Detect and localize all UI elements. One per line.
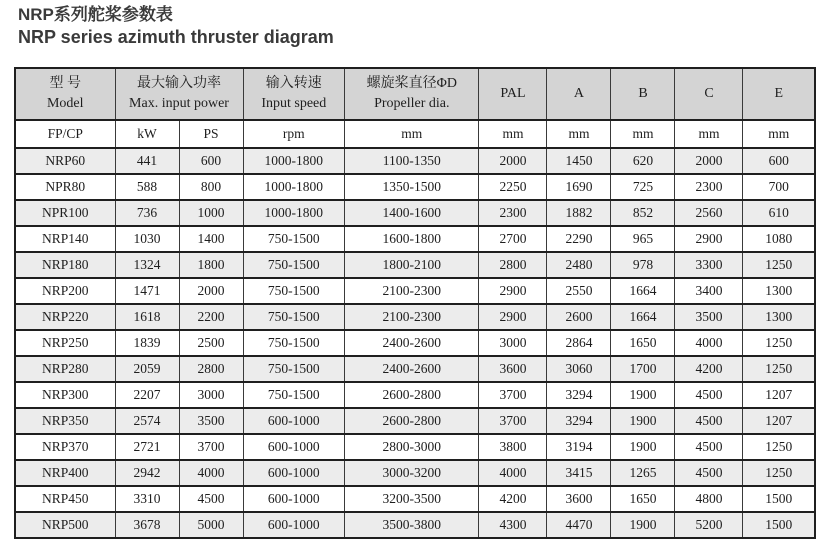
column-header-speed-en: Input speed bbox=[261, 96, 327, 111]
cell-a: 3294 bbox=[547, 408, 611, 434]
cell-b: 1900 bbox=[611, 512, 675, 538]
cell-pal: 4000 bbox=[479, 460, 547, 486]
cell-b: 725 bbox=[611, 174, 675, 200]
cell-c: 4500 bbox=[675, 460, 743, 486]
cell-propeller-dia: 2400-2600 bbox=[345, 356, 479, 382]
table-row bbox=[15, 148, 815, 174]
unit-cell-b: mm bbox=[611, 120, 675, 148]
cell-e: 600 bbox=[743, 148, 815, 174]
cell-model: NRP280 bbox=[15, 356, 115, 382]
cell-e: 1207 bbox=[743, 382, 815, 408]
cell-rpm: 600-1000 bbox=[243, 486, 345, 512]
cell-pal: 4300 bbox=[479, 512, 547, 538]
cell-model: NRP400 bbox=[15, 460, 115, 486]
cell-kw: 588 bbox=[115, 174, 179, 200]
cell-a: 2480 bbox=[547, 252, 611, 278]
cell-e: 1207 bbox=[743, 408, 815, 434]
cell-propeller-dia: 3200-3500 bbox=[345, 486, 479, 512]
cell-ps: 2500 bbox=[179, 330, 243, 356]
cell-b: 1700 bbox=[611, 356, 675, 382]
unit-cell-e: mm bbox=[743, 120, 815, 148]
cell-c: 4500 bbox=[675, 434, 743, 460]
cell-a: 1450 bbox=[547, 148, 611, 174]
column-header-prop-zh: 螺旋桨直径ΦD bbox=[366, 76, 457, 91]
cell-kw: 1324 bbox=[115, 252, 179, 278]
cell-rpm: 750-1500 bbox=[243, 252, 345, 278]
cell-c: 3300 bbox=[675, 252, 743, 278]
cell-c: 3500 bbox=[675, 304, 743, 330]
cell-rpm: 750-1500 bbox=[243, 356, 345, 382]
cell-kw: 1618 bbox=[115, 304, 179, 330]
cell-ps: 2200 bbox=[179, 304, 243, 330]
cell-propeller-dia: 2100-2300 bbox=[345, 304, 479, 330]
cell-c: 2560 bbox=[675, 200, 743, 226]
table-row bbox=[15, 278, 815, 304]
cell-rpm: 600-1000 bbox=[243, 512, 345, 538]
cell-kw: 2059 bbox=[115, 356, 179, 382]
cell-c: 5200 bbox=[675, 512, 743, 538]
cell-a: 3194 bbox=[547, 434, 611, 460]
table-row bbox=[15, 304, 815, 330]
cell-ps: 4500 bbox=[179, 486, 243, 512]
column-header-model bbox=[15, 68, 115, 120]
cell-e: 1500 bbox=[743, 512, 815, 538]
cell-ps: 3700 bbox=[179, 434, 243, 460]
cell-rpm: 1000-1800 bbox=[243, 174, 345, 200]
cell-a: 2290 bbox=[547, 226, 611, 252]
cell-propeller-dia: 2100-2300 bbox=[345, 278, 479, 304]
cell-a: 1690 bbox=[547, 174, 611, 200]
table-row bbox=[15, 174, 815, 200]
cell-model: NPR100 bbox=[15, 200, 115, 226]
cell-ps: 2000 bbox=[179, 278, 243, 304]
cell-propeller-dia: 2400-2600 bbox=[345, 330, 479, 356]
table-row bbox=[15, 512, 815, 538]
cell-ps: 2800 bbox=[179, 356, 243, 382]
cell-c: 2300 bbox=[675, 174, 743, 200]
cell-pal: 3700 bbox=[479, 408, 547, 434]
cell-c: 4800 bbox=[675, 486, 743, 512]
table-header bbox=[15, 68, 815, 148]
cell-c: 3400 bbox=[675, 278, 743, 304]
cell-e: 1250 bbox=[743, 356, 815, 382]
unit-cell-kw: kW bbox=[115, 120, 179, 148]
cell-pal: 2250 bbox=[479, 174, 547, 200]
cell-c: 4000 bbox=[675, 330, 743, 356]
cell-a: 3415 bbox=[547, 460, 611, 486]
cell-pal: 2300 bbox=[479, 200, 547, 226]
cell-e: 1300 bbox=[743, 304, 815, 330]
cell-rpm: 750-1500 bbox=[243, 226, 345, 252]
table-body bbox=[15, 148, 815, 538]
cell-rpm: 1000-1800 bbox=[243, 200, 345, 226]
cell-b: 1900 bbox=[611, 382, 675, 408]
cell-c: 4500 bbox=[675, 408, 743, 434]
cell-ps: 1800 bbox=[179, 252, 243, 278]
cell-propeller-dia: 3500-3800 bbox=[345, 512, 479, 538]
cell-model: NRP350 bbox=[15, 408, 115, 434]
cell-propeller-dia: 1100-1350 bbox=[345, 148, 479, 174]
cell-rpm: 600-1000 bbox=[243, 460, 345, 486]
cell-kw: 1839 bbox=[115, 330, 179, 356]
cell-b: 1265 bbox=[611, 460, 675, 486]
cell-b: 852 bbox=[611, 200, 675, 226]
cell-kw: 3678 bbox=[115, 512, 179, 538]
cell-kw: 2207 bbox=[115, 382, 179, 408]
cell-c: 2900 bbox=[675, 226, 743, 252]
cell-ps: 800 bbox=[179, 174, 243, 200]
cell-model: NRP220 bbox=[15, 304, 115, 330]
cell-pal: 2000 bbox=[479, 148, 547, 174]
page-titles bbox=[18, 4, 334, 49]
unit-cell-ps: PS bbox=[179, 120, 243, 148]
column-header-a: A bbox=[547, 68, 611, 120]
cell-propeller-dia: 1800-2100 bbox=[345, 252, 479, 278]
cell-propeller-dia: 1350-1500 bbox=[345, 174, 479, 200]
table-row bbox=[15, 226, 815, 252]
cell-b: 1650 bbox=[611, 486, 675, 512]
cell-propeller-dia: 2600-2800 bbox=[345, 382, 479, 408]
cell-propeller-dia: 3000-3200 bbox=[345, 460, 479, 486]
cell-model: NRP370 bbox=[15, 434, 115, 460]
column-header-input-speed bbox=[243, 68, 345, 120]
cell-ps: 1000 bbox=[179, 200, 243, 226]
cell-model: NRP500 bbox=[15, 512, 115, 538]
cell-a: 4470 bbox=[547, 512, 611, 538]
unit-cell-rpm: rpm bbox=[243, 120, 345, 148]
table-row bbox=[15, 486, 815, 512]
cell-kw: 1030 bbox=[115, 226, 179, 252]
cell-b: 620 bbox=[611, 148, 675, 174]
cell-propeller-dia: 2600-2800 bbox=[345, 408, 479, 434]
cell-pal: 4200 bbox=[479, 486, 547, 512]
column-header-model-zh: 型 号 bbox=[49, 76, 81, 91]
cell-b: 978 bbox=[611, 252, 675, 278]
column-header-power-en: Max. input power bbox=[129, 96, 229, 111]
cell-b: 1664 bbox=[611, 278, 675, 304]
cell-model: NRP140 bbox=[15, 226, 115, 252]
cell-propeller-dia: 2800-3000 bbox=[345, 434, 479, 460]
cell-pal: 2800 bbox=[479, 252, 547, 278]
cell-ps: 5000 bbox=[179, 512, 243, 538]
cell-kw: 441 bbox=[115, 148, 179, 174]
cell-e: 700 bbox=[743, 174, 815, 200]
cell-kw: 3310 bbox=[115, 486, 179, 512]
cell-ps: 4000 bbox=[179, 460, 243, 486]
cell-rpm: 1000-1800 bbox=[243, 148, 345, 174]
cell-rpm: 750-1500 bbox=[243, 278, 345, 304]
cell-kw: 2721 bbox=[115, 434, 179, 460]
cell-kw: 1471 bbox=[115, 278, 179, 304]
table-row bbox=[15, 408, 815, 434]
header-row-main bbox=[15, 68, 815, 120]
cell-kw: 736 bbox=[115, 200, 179, 226]
header-row-units bbox=[15, 120, 815, 148]
cell-rpm: 600-1000 bbox=[243, 434, 345, 460]
cell-pal: 3700 bbox=[479, 382, 547, 408]
cell-rpm: 600-1000 bbox=[243, 408, 345, 434]
cell-model: NRP200 bbox=[15, 278, 115, 304]
column-header-max-input-power bbox=[115, 68, 243, 120]
column-header-e: E bbox=[743, 68, 815, 120]
column-header-model-en: Model bbox=[46, 96, 84, 111]
unit-cell-c: mm bbox=[675, 120, 743, 148]
cell-pal: 3600 bbox=[479, 356, 547, 382]
cell-a: 1882 bbox=[547, 200, 611, 226]
cell-b: 1664 bbox=[611, 304, 675, 330]
cell-e: 1080 bbox=[743, 226, 815, 252]
cell-model: NPR80 bbox=[15, 174, 115, 200]
cell-ps: 1400 bbox=[179, 226, 243, 252]
cell-model: NRP450 bbox=[15, 486, 115, 512]
table-row bbox=[15, 434, 815, 460]
cell-rpm: 750-1500 bbox=[243, 304, 345, 330]
unit-cell-a: mm bbox=[547, 120, 611, 148]
cell-pal: 2900 bbox=[479, 304, 547, 330]
cell-model: NRP60 bbox=[15, 148, 115, 174]
cell-a: 3294 bbox=[547, 382, 611, 408]
cell-b: 1900 bbox=[611, 434, 675, 460]
column-header-pal: PAL bbox=[479, 68, 547, 120]
column-header-power-zh: 最大输入功率 bbox=[137, 76, 221, 91]
cell-rpm: 750-1500 bbox=[243, 382, 345, 408]
cell-rpm: 750-1500 bbox=[243, 330, 345, 356]
cell-e: 1500 bbox=[743, 486, 815, 512]
cell-pal: 3800 bbox=[479, 434, 547, 460]
unit-cell-pal: mm bbox=[479, 120, 547, 148]
cell-ps: 3500 bbox=[179, 408, 243, 434]
column-header-b: B bbox=[611, 68, 675, 120]
cell-kw: 2942 bbox=[115, 460, 179, 486]
cell-a: 3060 bbox=[547, 356, 611, 382]
cell-pal: 2700 bbox=[479, 226, 547, 252]
cell-pal: 3000 bbox=[479, 330, 547, 356]
cell-model: NRP180 bbox=[15, 252, 115, 278]
cell-e: 1250 bbox=[743, 252, 815, 278]
table-row bbox=[15, 200, 815, 226]
cell-ps: 600 bbox=[179, 148, 243, 174]
cell-a: 2864 bbox=[547, 330, 611, 356]
unit-cell-prop: mm bbox=[345, 120, 479, 148]
unit-cell-model: FP/CP bbox=[15, 120, 115, 148]
column-header-prop-en: Propeller dia. bbox=[374, 96, 450, 111]
cell-b: 1650 bbox=[611, 330, 675, 356]
cell-c: 4200 bbox=[675, 356, 743, 382]
cell-c: 2000 bbox=[675, 148, 743, 174]
cell-e: 1250 bbox=[743, 460, 815, 486]
cell-pal: 2900 bbox=[479, 278, 547, 304]
cell-propeller-dia: 1600-1800 bbox=[345, 226, 479, 252]
cell-a: 2600 bbox=[547, 304, 611, 330]
table-row bbox=[15, 330, 815, 356]
thruster-parameter-table bbox=[14, 67, 816, 539]
page-title-chinese: NRP系列舵桨参数表 bbox=[18, 5, 173, 24]
cell-model: NRP250 bbox=[15, 330, 115, 356]
column-header-c: C bbox=[675, 68, 743, 120]
cell-e: 610 bbox=[743, 200, 815, 226]
cell-e: 1250 bbox=[743, 330, 815, 356]
column-header-propeller-dia bbox=[345, 68, 479, 120]
cell-propeller-dia: 1400-1600 bbox=[345, 200, 479, 226]
table-row bbox=[15, 460, 815, 486]
cell-a: 2550 bbox=[547, 278, 611, 304]
cell-b: 965 bbox=[611, 226, 675, 252]
cell-e: 1300 bbox=[743, 278, 815, 304]
cell-kw: 2574 bbox=[115, 408, 179, 434]
table-row bbox=[15, 252, 815, 278]
cell-b: 1900 bbox=[611, 408, 675, 434]
cell-model: NRP300 bbox=[15, 382, 115, 408]
page-title-english: NRP series azimuth thruster diagram bbox=[18, 27, 334, 47]
table-row bbox=[15, 382, 815, 408]
cell-e: 1250 bbox=[743, 434, 815, 460]
cell-ps: 3000 bbox=[179, 382, 243, 408]
table-row bbox=[15, 356, 815, 382]
cell-c: 4500 bbox=[675, 382, 743, 408]
cell-a: 3600 bbox=[547, 486, 611, 512]
column-header-speed-zh: 输入转速 bbox=[265, 76, 322, 91]
